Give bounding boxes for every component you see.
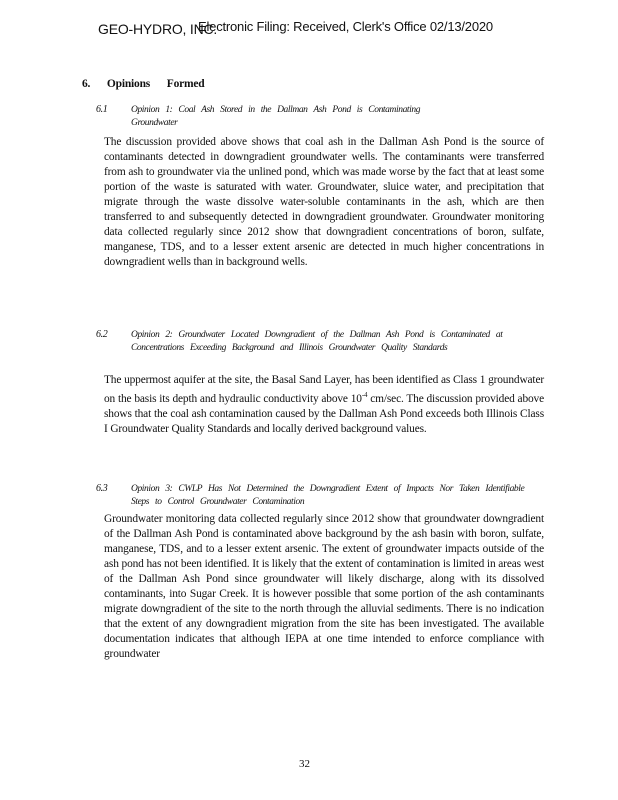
opinion-body: The discussion provided above shows that coal ash in the Dallman Ash Pond is the source of contaminants detected in downgradient groundwater wells. The contaminants were transferred from ash to groundwater via the unlined pond, which was made worse by the fact that at least some portion of the waste is saturated with water. Groundwater, sluice water, and precipitation that migrate through the waste dissolve water-soluble contaminants in the ash, which are then transferred to and subsequently detected in downgradient groundwater. Groundwater monitoring data collected regularly since 2012 show that downgradient concentrations of boron, sulfate, manganese, TDS, and to a lesser extent arsenic are detected in much higher concentrations in downgradient wells than in background wells. (104, 136, 544, 268)
exponent: -4 (361, 391, 368, 399)
opinion-body-text: The uppermost aquifer at the site, the Basal Sand Layer, has been identified as Class 1 groundwater on the basis its depth and hydraulic conductivity above 10 (104, 374, 544, 405)
opinion-number: 6.2 (96, 329, 108, 340)
section-number: 6. (82, 78, 91, 90)
opinion-body (104, 373, 544, 437)
opinion-number: 6.1 (96, 104, 108, 115)
opinion-body: Groundwater monitoring data collected regularly since 2012 show that groundwater downgradient of the Dallman Ash Pond is contaminated above background by the ash basin with boron, sulfate, manganese, TDS, and to a lesser extent arsenic. The extent of groundwater impacts outside of the ash pond has not been identified. It is likely that the extent of contamination is limited in areas west of the Dallman Ash Pond since groundwater will likely discharge, along with its dissolved contaminants, into Sugar Creek. It is however possible that some portion of the ash contaminants migrate downgradient of the site to the north through the alluvial sediments. There is no indication that the extent of any downgradient migration from the site has been investigated. The available documentation indicates that although IEPA at one time intended to enforce compliance with groundwater (104, 513, 544, 660)
company-logo: GEO-HYDRO, INC. (98, 21, 218, 37)
page-number: 32 (299, 758, 310, 770)
opinion-title: Opinion 1: Coal Ash Stored in the Dallman Ash Pond is Contaminating Groundwater (131, 105, 421, 128)
opinion-number: 6.3 (96, 483, 108, 494)
section-title: Opinions Formed (106, 78, 205, 90)
filing-stamp: Electronic Filing: Received, Clerk's Office 02/13/2020 (198, 19, 493, 34)
section-heading (82, 78, 205, 90)
opinion-body-text: cm/sec. The discussion provided above shows that the coal ash contamination caused by the Dallman Ash Pond exceeds both Illinois Class I Groundwater Quality Standards and locally derived background values. (104, 392, 544, 435)
opinion-title: Opinion 2: Groundwater Located Downgradient of the Dallman Ash Pond is Contaminated at Concentrations Exceeding Background and Illinois Groundwater Quality Standards (131, 330, 503, 353)
opinion-title: Opinion 3: CWLP Has Not Determined the Downgradient Extent of Impacts Nor Taken Identifiable Steps to Control Groundwater Contamination (131, 484, 525, 507)
